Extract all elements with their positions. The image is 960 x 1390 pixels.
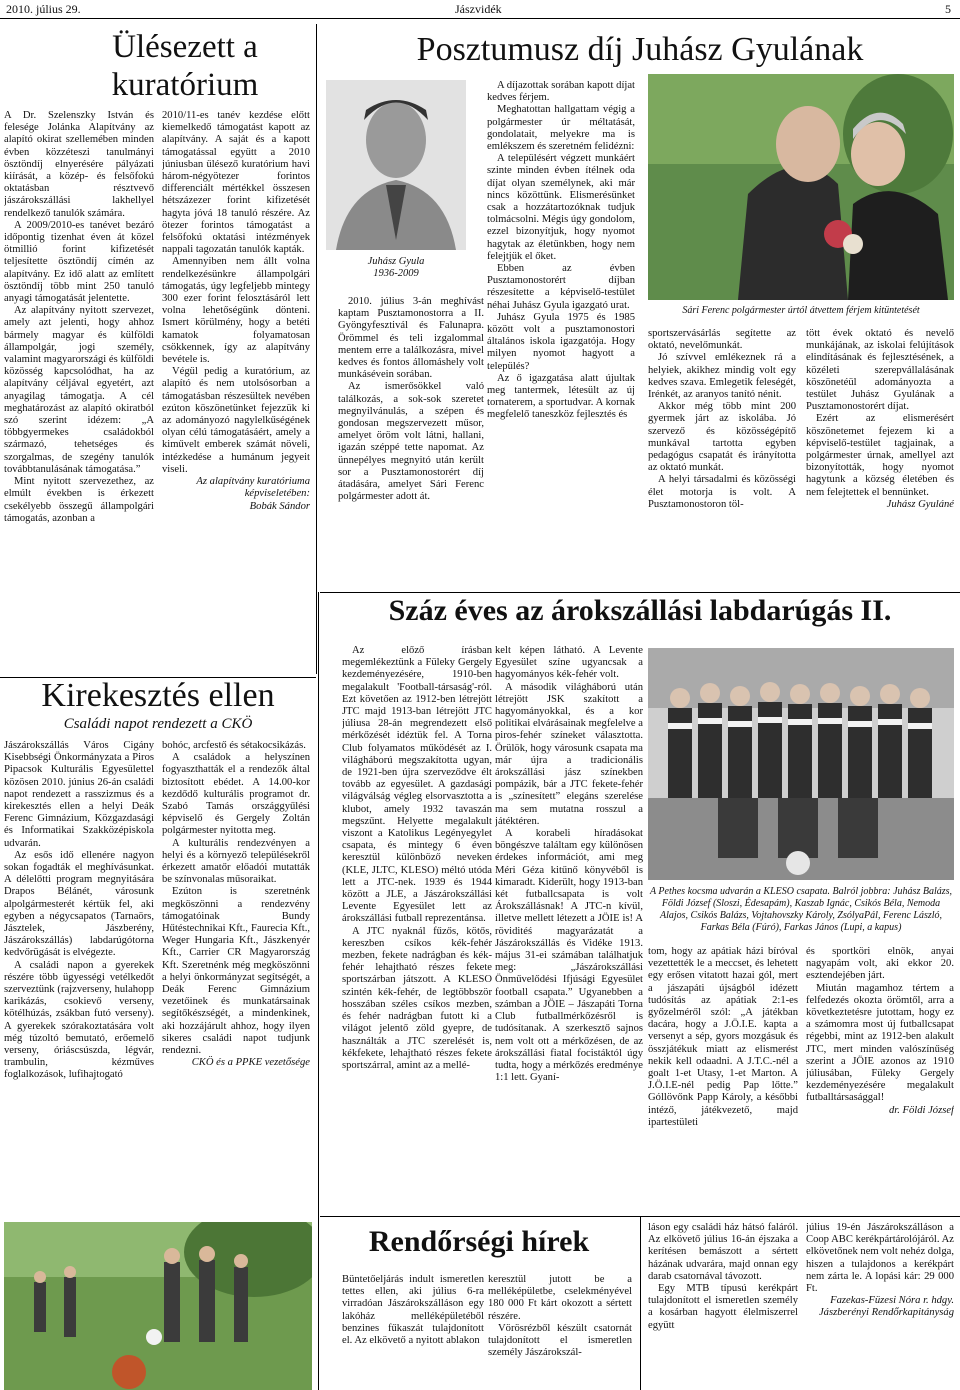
- rendorsegi-col3: [648, 1222, 798, 1388]
- rendorsegi-para: Büntetőeljárás indult ismeretlen tettes ellen, aki július 6-ra virradóan Jászárokszálláson egy lakóház melléképületéből benzines fűkaszát tulajdonított el. Az elkövető a nyitott ablakon: [342, 1274, 484, 1347]
- paper-name: Jászvidék: [455, 2, 502, 16]
- portrait-caption-name: Juhász Gyula: [367, 256, 425, 267]
- kirekesztes-para: A családok a helyszínen fogyaszthatták el a rendezők által biztosított ebédet. A 14.00-kor kezdődő kulturális programot dr. Szabó Tamás országgyűlési képviselő és Gergely Zoltán polgármester nyitotta meg.: [162, 752, 310, 837]
- labdarugas-para: tom, hogy az apátiak házi bíróval vezettették le a meccset, és lehetett egy erősen vitatott hazai gól, mert a jászapáti újságból idézett tudósítás az apátiak 2:1-es győzelméről szól: „A játékban dacára, hogy a J.Ö.I.E. kapta a versenyt a sép, gyors mozgásuk és összjátékuk miatt az elismerést nekik kell odaadni. A J.T.C.-nél a goalt 1-et Utasy, 1-et Marton. A J.Ö.I.E-nél pedig Pap lőtte.” Góllövőnk Papp Károly, a későbbi intéző, játékvezető, majd ipartestületi: [648, 946, 798, 1128]
- column-divider: [640, 1216, 641, 1390]
- rendorsegi-col4: [806, 1222, 954, 1388]
- portrait-photo: [326, 80, 466, 250]
- rendorsegi-col1: [342, 1274, 484, 1388]
- portrait-caption: [326, 256, 466, 280]
- posztumusz-para: Az ismerősökkel való találkozás, a sok-sok szeretet megnyilvánulás, a szépen és gondosan megszervezett műsor, amelyet öröm volt látni, hallani, igazán széppé tette napomat. Az ünnepélyes megnyitó után került sor a Pusztamonostorért díj átadására, amelyet Sári Ferenc polgármester adott át.: [338, 381, 484, 503]
- kirekesztes-para: bohóc, arcfestő és sétakocsikázás.: [162, 740, 306, 751]
- kuratorium-title-line2: kuratórium: [111, 67, 259, 103]
- posztumusz-title: Posztumusz díj Juhász Gyulának: [416, 31, 864, 68]
- posztumusz-para: Meghatottan hallgattam végig a polgármester úr méltatását, gondolatait, melyekre ma is emlékszem és szeretném felidézni:: [487, 104, 635, 153]
- kuratorium-para: Mint nyitott szervezethez, az elmúlt években is érkezett csekélyebb összegű állampolgári támogatás, azonban a: [4, 476, 154, 524]
- page-date: 2010. július 29.: [6, 2, 81, 16]
- kuratorium-para: A 2009/2010-es tanévet bezáró időpontig tizenhat éven át közel ötmillió forint kifizetését teljesítette ösztöndíj címén az alapítvány. Ez idő alatt az említett ösztöndíj több mint 250 tanuló anyagi támogatását jelentette.: [4, 219, 154, 305]
- kirekesztes-para: A családi napon a gyerekek részére több ügyességi vetélkedőt szerveztünk (rajzverseny, hulahopp karikázás, csokievő verseny, kötélhúzás, zsákban futó verseny). A gyerekek szórakoztatására volt még túzoltó bemutató, erőemelő verseny, óriáscsúszda, légvár, trambulin, kézműves foglalkozások, lufihajtogató: [4, 959, 154, 1081]
- kirekesztes-signature: CKÖ és a PPKE vezetősége: [191, 1057, 310, 1069]
- kuratorium-para: Végül pedig a kuratórium, az alapító és nem utolsósorban a támogatásban részesültek nevében ezúton köszönetünket fejezzük ki az adományozó nagylelkűségének olyan célú támogatásáért, amely a kiművelt emberek számát növeli, intézkedése a humánum jegyeit viseli.: [162, 366, 310, 475]
- page-number: 5: [945, 2, 951, 16]
- posztumusz-col-c: [648, 328, 796, 590]
- header-rule: [0, 18, 960, 19]
- posztumusz-signature: Juhász Gyuláné: [886, 498, 954, 510]
- kirekesztes-para: A kulturális rendezvényen a helyi és a környező településekről érkezett amatőr előadói mutatták be színvonalas műsoraikat.: [162, 837, 310, 886]
- rendorsegi-col2: [488, 1274, 632, 1388]
- rendorsegi-title: Rendőrségi hírek: [368, 1225, 590, 1258]
- labdarugas-para: A JTC nyaknál fűzős, kötős, kereszben csíkos kék-fehér mezben, fekete nadrágban és kék-fehér lehajtható részes fekete sportszárban játszott. A KLESO szintén kék-fehér, de legtöbbször hosszában széles csíkos mezben, és fehér nadrágban futott ki a világot jelentő zöld gyepre, de használták a JTC szerelését is, kékfekete, lehajtható részes fekete sportszárral, amint az a mellé-: [342, 925, 492, 1071]
- kirekesztes-para: Jászárokszállás Város Cigány Kisebbségi Önkormányzata a Piros Pipacsok Kulturális Egyesülettel közösen 2010. június 26-án családi napot rendezett a rasszizmus és a kirekesztés ellen a helyi Deák Ferenc Gimnázium, Közgazdasági és Informatikai Szakközépiskola udvarán.: [4, 740, 154, 849]
- posztumusz-para: A településért végzett munkáért szinte minden évben ítélnek oda díjat olyan személynek, aki már nincs közöttünk. Elismerésünket csak a hozzátartozóknak tudjuk tolmácsolni. Mégis úgy gondolom, ezzel bizonyítjuk, hogy nyomot hagytak az életünkben, hogy nem felejtjük el őket.: [487, 153, 635, 262]
- kirekesztes-para: Ezúton is szeretnénk megköszönni a rendezvény támogatóinak Bundy Hűtéstechnikai Kft., Faurecia Kft., Weger Hungaria Kft., Jászkenyér Kft., Carrier CR Magyarország Kft. Szeretnénk még megköszönni a helyi önkormányzat segítségét, a Deák Ferenc Gimnázium vezetőinek és munkatársainak segítőkészségét, a mindenkinek, aki hozzájárult ahhoz, hogy ilyen sikeres családi napot tudjunk rendezni.: [162, 886, 310, 1057]
- posztumusz-para: sportszervásárlás segítette az oktató, nevelőmunkát.: [648, 328, 796, 352]
- column-divider: [318, 592, 319, 1390]
- football-team-photo: [648, 648, 954, 880]
- labdarugas-title: Száz éves az árokszállási labdarúgás II.: [388, 594, 892, 627]
- posztumusz-para: Juhász Gyula 1975 és 1985 között volt a pusztamonostori általános iskola igazgatója. Hogy milyen nyomot hagyott a település?: [487, 311, 635, 372]
- kuratorium-signature-role: Az alapítvány kuratóriuma képviseletében:: [196, 476, 310, 500]
- rendorsegi-para: július 19-én Jászárokszálláson a Coop ABC kerékpártárolójáról. Az elkövetőnek nem volt nehéz dolga, hiszen a tulajdonos a kerékpárt nem zárta le. A lopási kár: 29 000 Ft.: [806, 1222, 954, 1295]
- labdarugas-col4: [806, 946, 954, 1211]
- posztumusz-para: A helyi társadalmi és közösségi élet motorja is volt. A Pusztamonostoron töl-: [648, 474, 796, 510]
- posztumusz-col-a: [338, 296, 484, 586]
- column-divider: [316, 24, 317, 674]
- labdarugas-para: A második világháború után létrejött JSK szakított a hagyományokkal, és a kor politikai elvárásainak megfelelve a piros-fehér színeket választotta. Örülök, hogy városunk csapata ma már újra a tradicionális árokszállási jász színekben pompázik, bár a JTC fekete-fehér is „színesített” elegáns szerelése ma sem mutatna rosszul a játéktéren.: [495, 681, 643, 827]
- kirekesztes-col2: [162, 740, 310, 1218]
- kuratorium-signature-name: Bobák Sándor: [249, 500, 310, 512]
- labdarugas-para: Miután magamhoz tértem a felfedezés okozta örömtől, arra a következtetésre jutottam, hogy ez a számomra most új futballcsapat régebbi, mint az 1912-ben alakult JTC, mert minden valószínűség szerint a JÖIE azonos az 1910 júliusában, Füleky Gergely kezdeményezésére megalakult futballtársasággal!: [806, 982, 954, 1104]
- award-ceremony-photo: [648, 74, 954, 300]
- rendorsegi-para: láson egy családi ház hátsó faláról. Az elkövető július 16-án éjszaka a kerítésen bemászott a sértett házának udvarára, majd onnan egy darab csatornával távozott.: [648, 1222, 798, 1282]
- kuratorium-para: Amennyiben nem állt volna rendelkezésünkre állampolgári támogatás, úgy legfeljebb mintegy 300 ezer forint felosztásáról lett volna lehetőségünk dönteni. Ismert körülmény, hogy a betéti kamatok folyamatosan csökkennek, így az alapítvány bevétele is.: [162, 256, 310, 366]
- posztumusz-col-d: [806, 328, 954, 590]
- labdarugas-col3: [648, 946, 798, 1211]
- labdarugas-para: kelt képen látható. A Levente Egyesület színe ugyancsak a hagyományos kék-fehér volt.: [495, 645, 643, 681]
- posztumusz-para: Jó szívvel emlékeznek rá a helyiek, akikhez mindig volt egy kedves szava. Emlegetik feleségét, Irénkét, az aranyos tanító nénit.: [648, 352, 796, 401]
- rendorsegi-signature-org: Jászberényi Rendőrkapitányság: [818, 1307, 954, 1319]
- kuratorium-title-line1: Ülésezett a: [112, 29, 258, 65]
- labdarugas-para: A korabeli híradásokat böngészve találtam egy különösen érdekes információt, ami meg Méri Géza kitűnő könyvéből is kimaradt. Kiderült, hogy 1913-ban két futballcsapata is volt Árokszállásnak! A JTC-n kívül, illetve mellett létezett a JÖIE is! A röviditéś magyarázatát a Jászárokszállás és Vidéke 1913. május 31-ei számában találhatjuk meg: „Jászárokszállási Önművelődési Ifjúsági Egyesület football csapata.” Ugyanebben a számban a JÖIE – Jászapáti Torna Club futballmérkőzésről is tudósítanak. A szerkesztő sajnos nem volt ott a mérkőzésen, de az árokszállási fiatal focistáktól úgy tudta, hogy a mérkőzés eredménye 1:1 lett. Gyaní-: [495, 828, 643, 1084]
- posztumusz-col-b: [487, 80, 635, 586]
- kirekesztes-col1: [4, 740, 154, 1218]
- labdarugas-signature: dr. Földi József: [888, 1104, 954, 1116]
- posztumusz-para: tött évek oktató és nevelő munkájának, az iskolai felújítások elindításának és fejlesztésének, a közéleti szerepvállalásának köszönetéül adományozta a testület Juhász Gyulának a Pusztamonostorért díjat.: [806, 328, 954, 413]
- rendorsegi-para: Egy MTB típusú kerékpárt tulajdonított el ismeretlen személy a kosárban hagyott élelmiszerrel együtt: [648, 1283, 798, 1331]
- kuratorium-title: [60, 28, 310, 104]
- labdarugas-col1: [342, 645, 492, 1210]
- posztumusz-para: A díjazottak sorában kapott díjat kedves férjem.: [487, 80, 635, 104]
- kuratorium-para: 2010/11-es tanév kezdése előtt kiemelkedő támogatást kapott az alapítvány. A saját és a kapott támogatással együtt a 2010 júniusban ülésező kuratórium havi három-négyötezer forintos differenciált mértékkel összesen hétszázezer forint kifizetését hagyta jóvá 18 tanuló részére. Az ötezer forintos támogatást a felsőfokú oktatási intézmények nappali tagozatán tanulók kapták.: [162, 110, 310, 256]
- rendorsegi-para: Vörösrézből készült csatornát tulajdonított el ismeretlen személy Jászárokszál-: [488, 1322, 632, 1359]
- kuratorium-col1: [4, 110, 154, 670]
- award-photo-caption: Sári Ferenc polgármester úrtól átvettem férjem kitüntetését: [682, 305, 920, 316]
- family-day-photo: [4, 1222, 312, 1390]
- rendorsegi-para: keresztül jutott be a melléképületbe, cselekményével 180 000 Ft kárt okozott a sértett részére.: [488, 1274, 632, 1322]
- posztumusz-para: Akkor még több mint 200 gyermek járt az iskolába. Jó szervező és közösségépítő munkával tartotta egyben pedagógus csapatát és irányította az oktató munkát.: [648, 401, 796, 474]
- rendorsegi-signature-name: Fazekas-Füzesi Nóra r. hdgy.: [830, 1295, 954, 1307]
- posztumusz-para: Ebben az évben Pusztamonostorért díjban részesítette a képviselő-testület néhai Juhász Gyula igazgató urat.: [487, 263, 635, 311]
- kuratorium-para: Az alapítvány nyitott szervezet, amely azt jelenti, hogy ahhoz bármely magyar és külföldi állampolgár, jogi személy, valamint magyarországi és külföldi közösség kapcsolódhat, ha az alapítvány céljával egyetért, azt anyagilag támogatja. A cél meghatározást az alapító okiratból szó szerint idézem: „A többgyermekes családokból származó, tehetséges és szorgalmas, de szegény tanulók továbbtanulásának támogatása.”: [4, 305, 154, 475]
- labdarugas-para: Az előző írásban megemlékeztünk a Füleky Gergely kezdeményezésére, 1910-ben megalakult 'Football-társaság'-ról. Ezt követően az 1912-ben létrejött JTC majd 1913-ban létrejött JTC júliusa 28-án megrendezett első mérkőzését idéztük fel. A Torna Club folyamatos működését az I. világháború megszakította ugyan, de 1921-ben újra szerveződve élt tovább az egyesület. A gazdasági világválság végleg elsorvasztotta a klubot, amely 1932 tavaszán megszűnt. Helyette megalakult viszont a Katolikus Legényegylet csapata, és mintegy 6 éven keresztül különböző neveken (KLE, JLTC, KLESO) méltó utóda lett a JTC-nek. 1939 és 1944 között a JLE, a Jászárokszállási Levente Egyesület lett az árokszállási futball reprezentánsa.: [342, 645, 492, 925]
- kirekesztes-para: Az esős idő ellenére nagyon sokan fogadták el meghívásunkat. A délelőtti program megnyitására Drapos Bélánét, városunk alpolgármesterét kértük fel, aki egyben a négycsapatos (Tarnaörs, Jásztelek, Jászberény, Jászárokszállás) labdarúgótorna kedvőrügását is elvégezte.: [4, 849, 154, 959]
- portrait-caption-years: 1936-2009: [373, 268, 419, 279]
- kirekesztes-title: Kirekesztés ellen: [41, 677, 275, 714]
- kuratorium-para: A Dr. Szelenszky István és felesége Jolánka Alapítvány az alapító okirat szellemében minden évben közzéteszi tanulmányi ösztöndíj elnyerésére pályázati kiírását, a közép- és felsőfokú oktatásban résztvevő jászárokszállási lakhellyel rendelkező tanulók számára.: [4, 110, 154, 219]
- kuratorium-col2: [162, 110, 310, 675]
- team-photo-caption: A Pethes kocsma udvarán a KLESO csapata. Balról jobbra: Juhász Balázs, Földi József (Sloszi, Édesapám), Kaszab Ignác, Csikós Béla, Nemoda Alajos, Csikós Balázs, Vojtahovszky Károly, ZsólyaPál, Ferenc László, Farkas Béla (Fúró), Farkas János (Lupi, a kapus): [649, 886, 953, 933]
- posztumusz-para: Ezért az elismerésért köszönetemet fejezem ki a képviselő-testület tagjainak, a polgármester úrnak, amellyel azt bizonyították, hogy nyomot hagytunk a község életében és nem felejtettek el bennünket.: [806, 413, 954, 498]
- posztumusz-para: 2010. július 3-án meghívást kaptam Pusztamonostorra a II. Gyöngyfesztivál és Falunapra. Örömmel és teli izgalommal mentem erre a találkozásra, mivel kedves és fontos állomáshely volt munkásévein sorában.: [338, 296, 484, 381]
- labdarugas-para: és sportköri elnök, anyai nagyapám volt, aki ekkor 20. esztendejében járt.: [806, 946, 954, 982]
- labdarugas-col2: [495, 645, 643, 1210]
- kirekesztes-subtitle: Családi napot rendezett a CKÖ: [63, 716, 253, 732]
- posztumusz-para: Az ő igazgatása alatt újultak meg tantermek, létesült az új tornaterem, a sportudvar. A kornak megfelelő taneszköz fejlesztés és: [487, 372, 635, 421]
